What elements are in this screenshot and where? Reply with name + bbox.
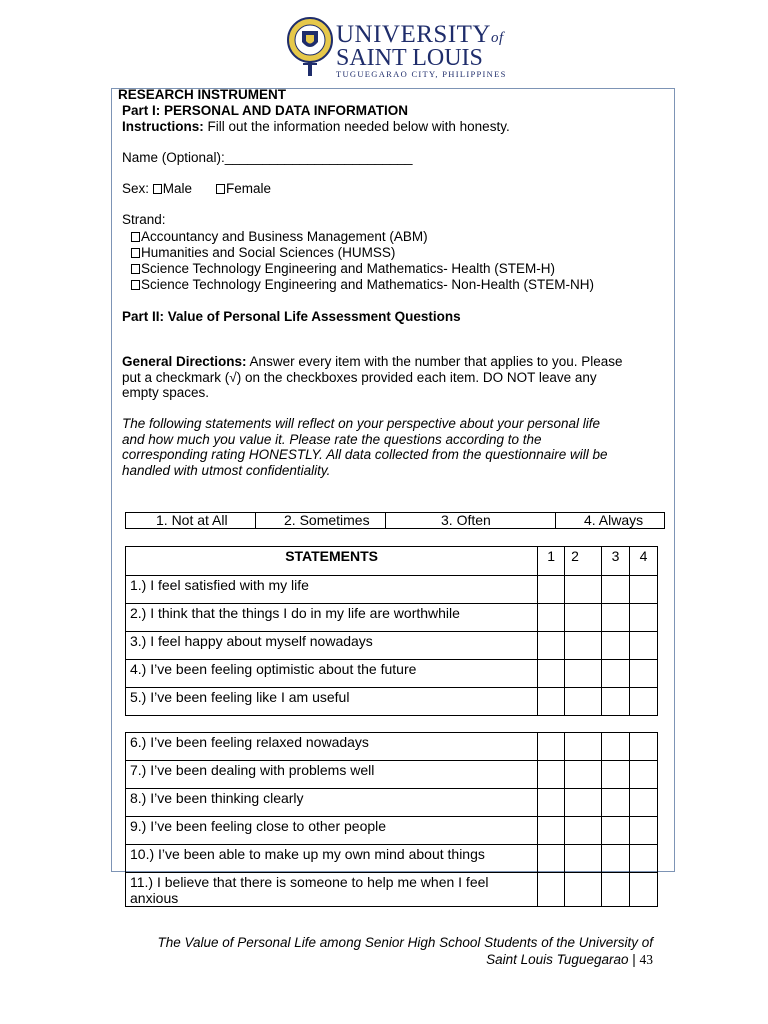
statements-table-2 — [125, 732, 658, 907]
part1-heading: Part I: PERSONAL AND DATA INFORMATION — [122, 103, 408, 118]
answer-cell[interactable] — [630, 733, 658, 761]
answer-cell[interactable] — [602, 576, 630, 604]
answer-cell[interactable] — [630, 660, 658, 688]
answer-cell[interactable] — [538, 761, 565, 789]
statement-cell: 1.) I feel satisfied with my life — [126, 576, 538, 604]
answer-cell[interactable] — [565, 789, 602, 817]
statement-cell: 4.) I’ve been feeling optimistic about the future — [126, 660, 538, 688]
answer-cell[interactable] — [565, 845, 602, 873]
name-field[interactable]: Name (Optional):_________________________ — [122, 150, 413, 165]
answer-cell[interactable] — [538, 576, 565, 604]
university-logo — [286, 14, 516, 84]
answer-cell[interactable] — [630, 761, 658, 789]
answer-cell[interactable] — [538, 733, 565, 761]
answer-cell[interactable] — [538, 845, 565, 873]
general-directions: General Directions: Answer every item with the number that applies to you. Please — [122, 354, 623, 369]
italic-note-line: The following statements will reflect on your perspective about your personal life — [122, 416, 600, 431]
answer-cell[interactable] — [538, 632, 565, 660]
statement-cell: 5.) I’ve been feeling like I am useful — [126, 688, 538, 716]
answer-cell[interactable] — [602, 660, 630, 688]
footer-line2: Saint Louis Tuguegarao | 43 — [486, 952, 653, 967]
statement-cell: 3.) I feel happy about myself nowadays — [126, 632, 538, 660]
answer-cell[interactable] — [630, 817, 658, 845]
answer-cell[interactable] — [565, 660, 602, 688]
answer-cell[interactable] — [538, 873, 565, 907]
statement-cell: 2.) I think that the things I do in my life are worthwhile — [126, 604, 538, 632]
answer-cell[interactable] — [630, 688, 658, 716]
page-footer — [125, 934, 653, 968]
rating-3: 3. Often — [386, 513, 556, 528]
male-checkbox[interactable] — [153, 184, 162, 194]
checkbox[interactable] — [131, 232, 140, 242]
answer-cell[interactable] — [630, 873, 658, 907]
column-header: 4 — [630, 547, 658, 576]
page-number: 43 — [639, 952, 653, 967]
university-name-line2: SAINT LOUIS — [336, 45, 483, 71]
sex-field: Sex: Male Female — [122, 181, 272, 196]
column-header: 1 — [538, 547, 565, 576]
rating-4: 4. Always — [584, 512, 644, 528]
female-checkbox[interactable] — [216, 184, 225, 194]
statements-table-1 — [125, 546, 658, 716]
female-label: Female — [226, 181, 272, 196]
answer-cell[interactable] — [630, 845, 658, 873]
rating-1: 1. Not at All — [126, 513, 256, 528]
checkbox[interactable] — [131, 248, 140, 258]
answer-cell[interactable] — [565, 733, 602, 761]
answer-cell[interactable] — [565, 873, 602, 907]
general-directions-line: put a checkmark (√) on the checkboxes provided each item. DO NOT leave any — [122, 370, 597, 385]
answer-cell[interactable] — [630, 632, 658, 660]
answer-cell[interactable] — [565, 576, 602, 604]
answer-cell[interactable] — [565, 604, 602, 632]
instructions: Instructions: Fill out the information needed below with honesty. — [122, 119, 510, 134]
part2-heading: Part II: Value of Personal Life Assessment Questions — [122, 309, 461, 324]
statement-cell: 6.) I’ve been feeling relaxed nowadays — [126, 733, 538, 761]
answer-cell[interactable] — [602, 733, 630, 761]
statement-cell: 10.) I’ve been able to make up my own mind about things — [126, 845, 538, 873]
strand-option[interactable]: Science Technology Engineering and Mathematics- Health (STEM-H) — [131, 261, 555, 277]
answer-cell[interactable] — [602, 789, 630, 817]
answer-cell[interactable] — [538, 817, 565, 845]
university-name-line1: UNIVERSITYof — [336, 21, 504, 48]
answer-cell[interactable] — [602, 604, 630, 632]
answer-cell[interactable] — [565, 761, 602, 789]
column-header: 3 — [602, 547, 630, 576]
answer-cell[interactable] — [565, 688, 602, 716]
statement-cell: 9.) I’ve been feeling close to other people — [126, 817, 538, 845]
answer-cell[interactable] — [538, 789, 565, 817]
strand-label: Strand: — [122, 212, 166, 227]
checkbox[interactable] — [131, 264, 140, 274]
strand-option[interactable]: Science Technology Engineering and Mathematics- Non-Health (STEM-NH) — [131, 277, 594, 293]
answer-cell[interactable] — [565, 817, 602, 845]
answer-cell[interactable] — [565, 632, 602, 660]
answer-cell[interactable] — [630, 576, 658, 604]
answer-cell[interactable] — [602, 688, 630, 716]
italic-note-line: handled with utmost confidentiality. — [122, 463, 331, 478]
strand-option[interactable]: Accountancy and Business Management (ABM) — [131, 229, 428, 245]
answer-cell[interactable] — [602, 632, 630, 660]
male-label: Male — [162, 181, 193, 196]
rating-2: 2. Sometimes — [256, 513, 386, 528]
instrument-title: RESEARCH INSTRUMENT — [118, 87, 287, 102]
statement-cell: 7.) I’ve been dealing with problems well — [126, 761, 538, 789]
column-header: 2 — [565, 547, 602, 576]
answer-cell[interactable] — [630, 604, 658, 632]
answer-cell[interactable] — [538, 660, 565, 688]
answer-cell[interactable] — [538, 604, 565, 632]
statement-cell: 11.) I believe that there is someone to help me when I feel anxious — [126, 873, 538, 907]
italic-note-line: corresponding rating HONESTLY. All data collected from the questionnaire will be — [122, 447, 608, 462]
answer-cell[interactable] — [538, 688, 565, 716]
strand-option[interactable]: Humanities and Social Sciences (HUMSS) — [131, 245, 395, 261]
answer-cell[interactable] — [630, 789, 658, 817]
checkbox[interactable] — [131, 280, 140, 290]
general-directions-line: empty spaces. — [122, 385, 210, 400]
statements-header: STATEMENTS — [126, 547, 538, 576]
italic-note-line: and how much you value it. Please rate the questions according to the — [122, 432, 542, 447]
answer-cell[interactable] — [602, 873, 630, 907]
statement-cell: 8.) I’ve been thinking clearly — [126, 789, 538, 817]
footer-line1: The Value of Personal Life among Senior High School Students of the University of — [157, 935, 653, 950]
university-location: TUGUEGARAO CITY, PHILIPPINES — [336, 69, 507, 79]
rating-scale — [125, 512, 665, 529]
answer-cell[interactable] — [602, 845, 630, 873]
answer-cell[interactable] — [602, 761, 630, 789]
answer-cell[interactable] — [602, 817, 630, 845]
university-seal-icon — [286, 14, 334, 80]
